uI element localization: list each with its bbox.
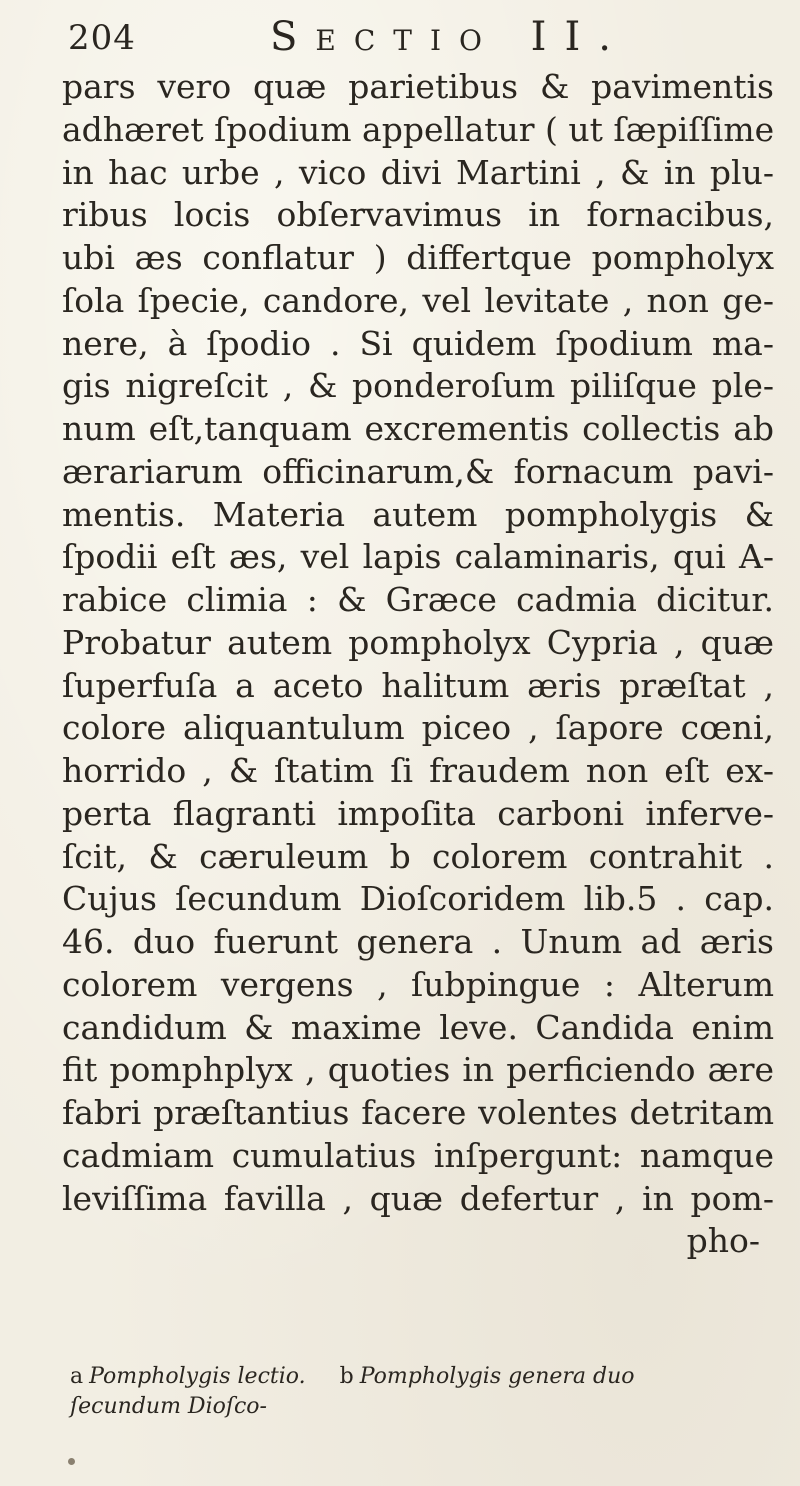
text-line: ubi æs conflatur ) differtque pompholyx [62,238,774,277]
text-line: ribus locis obſervavimus in fornacibus, [62,195,774,235]
text-line: gis nigreſcit , & ponderoſum piliſque ple- [62,366,774,406]
text-line: fit pomphplyx , quoties in perficiendo ære [62,1050,774,1090]
text-line: rabice climia : & Græce cadmia dicitur. [62,580,774,619]
footnotes [70,1362,770,1422]
catchword: pho- [686,1221,760,1261]
text-line: perta flagranti impoſita carboni inferve- [62,793,774,833]
text-line: ærariarum officinarum,& fornacum pavi- [62,451,774,491]
footnote-a-marker: a [70,1364,84,1389]
text-line: 46. duo fuerunt genera . Unum ad æris [62,922,774,961]
running-head: Sectio II. [270,14,629,60]
text-line: in hac urbe , vico divi Martini , & in plu- [62,152,774,192]
text-line: colorem vergens , ſubpingue : Alterum [62,964,774,1004]
text-line: num eſt,tanquam excrementis collectis ab [62,409,774,448]
text-line: candidum & maxime leve. Candida enim [62,1007,774,1047]
text-line: mentis. Materia autem pompholygis & [62,494,774,534]
page-number: 204 [68,18,136,58]
text-line: horrido , & ſtatim ſi fraudem non eſt ex- [62,751,774,790]
footnote-b-text: Pompholygis genera duo [359,1364,635,1389]
text-line: fabri præſtantius facere volentes detritam [62,1093,774,1132]
text-line: Probatur autem pompholyx Cypria , quæ [62,622,774,662]
text-line: Cujus ſecundum Dioſcoridem lib.5 . cap. [62,879,774,919]
text-line: cadmiam cumulatius inſpergunt: namque [62,1135,774,1175]
footnote-line [70,1362,770,1392]
text-line: ſpodii eſt æs, vel lapis calaminaris, qui A- [62,537,774,577]
text-line: ſola ſpecie, candore, vel levitate , non ge- [62,280,774,320]
footnote-a-text: Pompholygis lectio. [89,1364,306,1389]
text-line: pars vero quæ parietibus & pavimentis [62,67,774,106]
footnote-b-marker: b [339,1364,354,1389]
page-header [60,12,760,62]
text-line: ſuperfuſa a aceto halitum æris præſtat , [62,665,774,705]
text-line: ſcit, & cæruleum b colorem contrahit . [62,836,774,876]
text-line: nere, à ſpodio . Si quidem ſpodium ma- [62,323,774,363]
text-line: leviſſima favilla , quæ defertur , in pom- [62,1178,774,1218]
text-line: colore aliquantulum piceo , ſapore cœni, [62,708,774,748]
footnote-continuation: ſecundum Dioſco- [70,1394,267,1419]
body-text [62,66,774,1263]
text-line: adhæret ſpodium appellatur ( ut ſæpiſſime [62,109,774,149]
ink-speck [68,1458,75,1465]
